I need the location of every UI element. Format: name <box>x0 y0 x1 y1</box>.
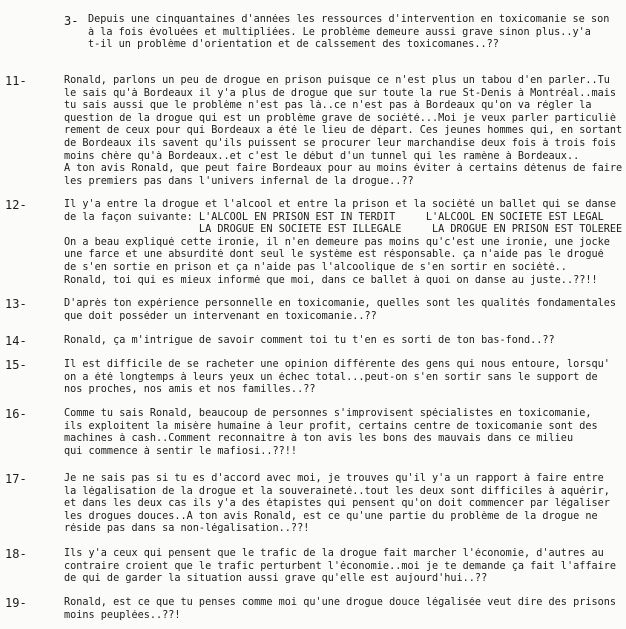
text-line: Je ne sais pas si tu es d'accord avec moi, je trouves qu'il y'a un rapport à faire entre <box>64 473 604 484</box>
text-line: réside pas dans sa non-légalisation..??! <box>64 523 310 535</box>
text-line: rement de ceux pour qui Bordeaux a été le lieu de départ. Ces jeunes hommes qui, en sortant <box>64 125 623 137</box>
text-line: machines à cash..Comment reconnaitre à ton avis les bons des mauvais dans ce milieu <box>64 433 574 445</box>
text-line: de Bordeaux ils savent qu'ils puissent se procurer leur marchandise deux fois à trois fois <box>64 137 617 149</box>
text-line: que doit posséder un intervenant en toxicomanie..?? <box>64 310 377 322</box>
text-line: contraire croient que le trafic perturbent l'économie..moi je te demande ça fait l'affaire <box>64 560 617 572</box>
text-line: LA DROGUE EN SOCIETE EST ILLEGALE LA DROGUE EN PRISON EST TOLEREE <box>64 224 623 236</box>
text-line: Ronald, toi qui es mieux informé que moi, dans ce ballet à quoi on danse au juste..??!! <box>64 274 598 286</box>
question-text <box>64 298 626 323</box>
question-text <box>88 14 626 52</box>
text-line: ils exploitent la misère humaine à leur profit, certains centre de toxicomanie sont des <box>64 420 598 432</box>
question-number: 18- <box>5 547 27 561</box>
text-line: et dans les deux cas ils y'a des étapistes qui pensent qu'on doit commencer par légaliser <box>64 498 610 510</box>
text-line: On a beau expliqué cette ironie, il n'en demeure pas moins qu'c'est une ironie, une jocke <box>64 236 610 248</box>
question-text <box>64 75 626 188</box>
text-line: tu sais aussi que le problème n'est pas là..ce n'est pas à Bordeaux qu'on va régler la <box>64 100 592 112</box>
text-line: Ronald, ça m'intrigue de savoir comment toi tu t'en es sorti de ton bas-fond..?? <box>64 335 555 346</box>
text-line: Comme tu sais Ronald, beaucoup de personnes s'improvisent spécialistes en toxicomanie, <box>64 408 592 419</box>
text-line: les premiers pas dans l'univers infernal de la drogue..?? <box>64 175 414 187</box>
question-text <box>64 335 626 348</box>
text-line: Ils y'a ceux qui pensent que le trafic de la drogue fait marcher l'économie, d'autres au <box>64 548 604 559</box>
question-number: 16- <box>5 407 27 421</box>
text-line: Ronald, est ce que tu penses comme moi qu'une drogue douce légalisée veut dire des prisons <box>64 597 617 608</box>
text-line: de s'en sortie en prison et ça n'aide pas l'alcoolique de s'en sortir en société.. <box>64 261 567 273</box>
text-line: de qui de garder la situation aussi grave qu'elle est aujourd'hui..?? <box>64 573 488 585</box>
text-line: Depuis une cinquantaines d'années les ressources d'intervention en toxicomanie se son <box>88 14 610 25</box>
question-text <box>64 199 626 287</box>
text-line: la légalisation de la drogue et la souveraineté..tout les deux sont difficiles à aquérir, <box>64 485 610 497</box>
question-number: 3- <box>64 14 79 28</box>
question-number: 12- <box>5 198 27 212</box>
question-text <box>64 597 626 622</box>
question-text <box>64 548 626 586</box>
question-text <box>64 408 626 458</box>
text-line: qui commence à sentir le mafiosi..??!! <box>64 445 298 457</box>
text-line: Ronald, parlons un peu de drogue en prison puisque ce n'est plus un tabou d'en parler..Tu <box>64 75 610 86</box>
text-line: t-il un problème d'orientation et de calssement des toxicomanes..?? <box>88 39 499 51</box>
text-line: le sais qu'à Bordeaux il y'a plus de drogue que sur toute la rue St-Denis à Montréal..mais <box>64 87 617 99</box>
text-line: de la façon suivante: L'ALCOOL EN PRISON EST IN TERDIT L'ALCOOL EN SOCIETE EST LEGAL <box>64 211 604 223</box>
text-line: à la fois évoluées et multipliées. Le problème demeure aussi grave sinon plus..y'a <box>88 26 591 38</box>
text-line: les drogues douces..A ton avis Ronald, est ce qu'une partie du problème de la drogue ne <box>64 510 598 522</box>
text-line: moins peuplées..??! <box>64 609 181 621</box>
text-line: nos proches, nos amis et nos familles..?? <box>64 384 316 396</box>
text-line: moins chère qu'à Bordeaux..et c'est le début d'un tunnel qui les ramène à Bordeaux.. <box>64 150 580 162</box>
text-line: on a été longtemps à leurs yeux un échec total...peut-on s'en sortir sans le support de <box>64 371 598 383</box>
question-number: 11- <box>5 74 27 88</box>
text-line: Il y'a entre la drogue et l'alcool et entre la prison et la société un ballet qui se danse <box>64 199 617 210</box>
question-text <box>64 359 626 397</box>
text-line: A ton avis Ronald, que peut faire Bordeaux pour au moins éviter à certains détenus de faire <box>64 163 623 175</box>
question-number: 15- <box>5 358 27 372</box>
text-line: question de la drogue qui est un problème grave de société...Moi je veux parler particuliè <box>64 112 617 124</box>
text-line: D'après ton expérience personnelle en toxicomanie, quelles sont les qualités fondamentales <box>64 298 617 309</box>
question-number: 17- <box>5 472 27 486</box>
text-line: une farce et une absurdité dont seul le système est résponsable. ça n'aide pas le drogué <box>64 249 604 261</box>
question-number: 13- <box>5 297 27 311</box>
question-text <box>64 473 626 536</box>
question-number: 14- <box>5 334 27 348</box>
question-number: 19- <box>5 596 27 610</box>
text-line: Il est difficile de se racheter une opinion différente des gens qui nous entoure, lorsqu' <box>64 359 610 370</box>
